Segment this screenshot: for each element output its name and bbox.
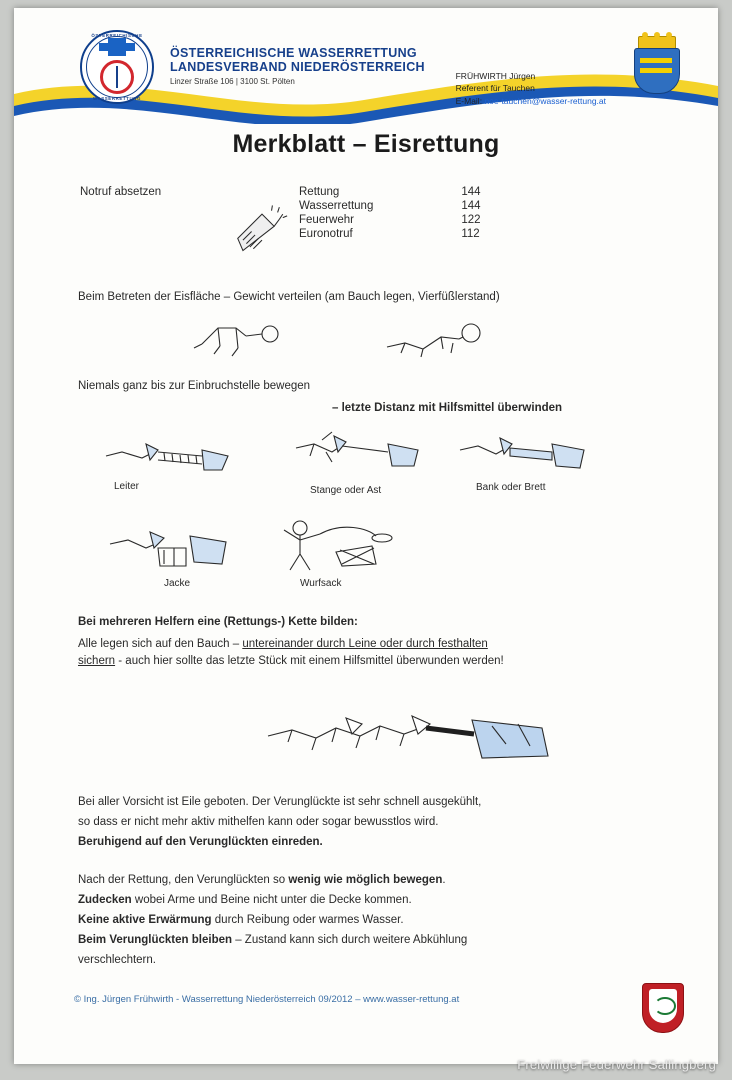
- service-name: Feuerwehr: [299, 214, 354, 226]
- rescue-chain-sketch: [262, 704, 582, 768]
- org-address: Linzer Straße 106 | 3100 St. Pölten: [170, 77, 295, 86]
- emergency-table: [299, 185, 481, 241]
- table-row: [299, 199, 481, 213]
- service-number: 144: [461, 200, 481, 212]
- after-line-1: [78, 872, 446, 889]
- mobile-phone-sketch: [236, 200, 288, 256]
- after-line-2-b: Zudecken: [78, 894, 132, 906]
- service-name: Rettung: [299, 186, 340, 198]
- never-close-line-1: Niemals ganz bis zur Einbruchstelle bewegen: [78, 380, 311, 392]
- after-line-1-b: wenig wie möglich bewegen: [288, 874, 443, 886]
- emergency-heading: Notruf absetzen: [80, 186, 162, 198]
- never-close-line-2: – letzte Distanz mit Hilfsmittel überwinden: [332, 402, 563, 414]
- document-page: [14, 8, 718, 1064]
- cross-icon: [108, 38, 126, 56]
- chain-text-b: - auch hier sollte das letzte Stück mit einem Hilfsmittel überwunden werden!: [115, 655, 504, 668]
- hurry-line-2: so dass er nicht mehr aktiv mithelfen kann oder sogar bewusstlos wird.: [78, 816, 439, 828]
- table-row: [299, 213, 481, 227]
- footer-text: © Ing. Jürgen Frühwirth - Wasserrettung Niederösterreich 09/2012 – www.wasser-rettung.at: [74, 994, 460, 1005]
- table-row: [299, 227, 481, 241]
- bench-board-rescue-sketch: [456, 424, 596, 480]
- caption-ladder: Leiter: [114, 481, 140, 492]
- after-line-4-a: – Zustand kann sich durch weitere Abkühlung: [232, 934, 468, 946]
- service-number: 144: [461, 186, 481, 198]
- after-line-2: [78, 892, 412, 909]
- table-row: [299, 185, 481, 199]
- hurry-bold: Beruhigend auf den Verunglückten einreden.: [78, 836, 323, 848]
- organization-name: [170, 46, 425, 86]
- fire-brigade-crest-icon: [642, 983, 684, 1033]
- caption-board: Bank oder Brett: [476, 482, 546, 493]
- four-point-stance-sketch: [379, 313, 509, 363]
- document-header: [14, 8, 718, 120]
- after-line-4: [78, 932, 467, 949]
- service-number: 112: [461, 228, 480, 240]
- logo-bottom-text: WASSERRETTUNG: [92, 96, 142, 101]
- org-line-1: ÖSTERREICHISCHE WASSERRETTUNG: [170, 46, 417, 60]
- watermark: Freiwillige Feuerwehr Sallingberg: [517, 1057, 716, 1072]
- contact-name: FRÜHWIRTH Jürgen: [455, 71, 536, 81]
- after-line-2-a: wobei Arme und Beine nicht unter die Decke kommen.: [131, 894, 412, 906]
- chain-text-underline-1: untereinander durch Leine oder durch festhalten: [242, 638, 488, 650]
- pole-branch-rescue-sketch: [292, 422, 432, 480]
- logo-top-text: ÖSTERREICHISCHE: [91, 33, 143, 38]
- service-name: Euronotruf: [299, 228, 353, 240]
- wasserrettung-logo: [80, 30, 154, 104]
- caption-throwbag: Wurfsack: [300, 578, 342, 589]
- after-line-1-c: .: [442, 874, 446, 886]
- contact-role: Referent für Tauchen: [455, 83, 535, 94]
- state-crest-icon: [630, 32, 682, 94]
- ice-entry-text: Beim Betreten der Eisfläche – Gewicht verteilen (am Bauch legen, Vierfüßlerstand): [78, 291, 500, 303]
- after-line-3-b: Keine aktive Erwärmung: [78, 914, 212, 926]
- org-line-2: LANDESVERBAND NIEDERÖSTERREICH: [170, 60, 425, 74]
- after-line-5: verschlechtern.: [78, 954, 156, 966]
- email-address[interactable]: noe-tauchen@wasser-rettung.at: [484, 95, 606, 106]
- after-line-3-a: durch Reibung oder warmes Wasser.: [211, 914, 404, 926]
- email-label: E-Mail:: [455, 95, 483, 106]
- caption-jacket: Jacke: [164, 578, 191, 589]
- hurry-line-1: Bei aller Vorsicht ist Eile geboten. Der Verunglückte ist sehr schnell ausgekühlt,: [78, 796, 482, 808]
- page-title: Merkblatt – Eisrettung: [232, 130, 500, 158]
- service-number: 122: [461, 214, 481, 226]
- service-name: Wasserrettung: [299, 200, 374, 212]
- ladder-rescue-sketch: [102, 426, 232, 482]
- chain-text-underline-2: sichern: [78, 655, 116, 668]
- contact-block: [456, 70, 606, 107]
- chain-heading: Bei mehreren Helfern eine (Rettungs-) Kette bilden:: [78, 616, 358, 628]
- chain-text-a: Alle legen sich auf den Bauch –: [78, 638, 243, 650]
- after-line-3: [78, 912, 404, 929]
- chain-text: [78, 636, 678, 671]
- jacket-rescue-sketch: [106, 518, 246, 576]
- throwbag-rescue-sketch: [276, 516, 416, 576]
- after-line-1-a: Nach der Rettung, den Verunglückten so: [78, 874, 289, 886]
- caption-pole: Stange oder Ast: [310, 485, 382, 496]
- crawling-person-sketch: [184, 314, 314, 362]
- after-line-4-b: Beim Verunglückten bleiben: [78, 934, 233, 946]
